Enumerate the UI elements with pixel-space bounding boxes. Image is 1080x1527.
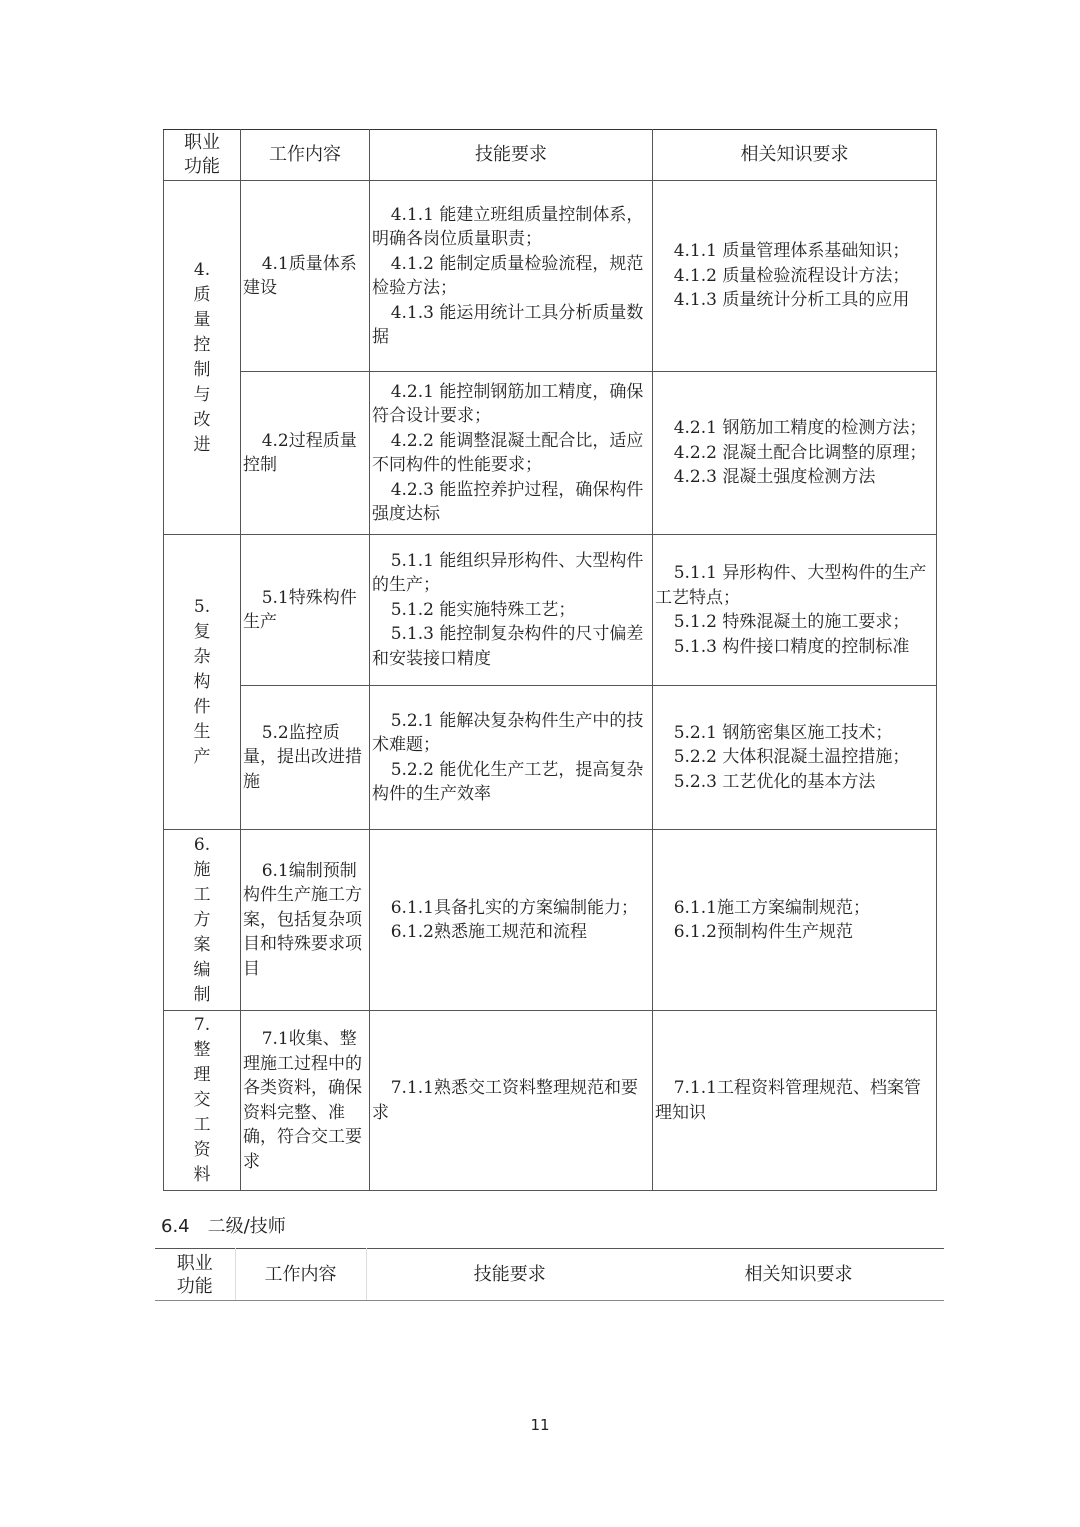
table-row	[164, 686, 937, 830]
section-heading: 6.4 二级/技师	[161, 1216, 286, 1237]
page-number: 11	[530, 1416, 550, 1434]
competency-table-level2	[155, 1248, 944, 1301]
table-row	[164, 181, 937, 372]
header-work: 工作内容	[235, 1249, 366, 1301]
knowledge-cell: 5.1.1 异形构件、大型构件的生产工艺特点； 5.1.2 特殊混凝土的施工要求； 5.1.3 构件接口精度的控制标准	[653, 535, 937, 686]
header-skill: 技能要求	[366, 1249, 653, 1301]
table-row	[164, 830, 937, 1011]
work-cell: 4.2过程质量控制	[241, 372, 370, 535]
skill-cell: 6.1.1具备扎实的方案编制能力； 6.1.2熟悉施工规范和流程	[370, 830, 653, 1011]
work-cell: 4.1质量体系建设	[241, 181, 370, 372]
table-row	[164, 372, 937, 535]
skill-cell: 5.2.1 能解决复杂构件生产中的技术难题； 5.2.2 能优化生产工艺，提高复杂构件的生产效率	[370, 686, 653, 830]
table-row	[164, 1011, 937, 1191]
knowledge-cell: 5.2.1 钢筋密集区施工技术； 5.2.2 大体积混凝土温控措施； 5.2.3 工艺优化的基本方法	[653, 686, 937, 830]
work-cell: 5.1特殊构件生产	[241, 535, 370, 686]
work-cell: 6.1编制预制构件生产施工方案，包括复杂项目和特殊要求项目	[241, 830, 370, 1011]
header-work: 工作内容	[241, 130, 370, 181]
header-knowledge: 相关知识要求	[653, 1249, 944, 1301]
skill-cell: 4.2.1 能控制钢筋加工精度，确保符合设计要求； 4.2.2 能调整混凝土配合比，适应不同构件的性能要求； 4.2.3 能监控养护过程，确保构件强度达标	[370, 372, 653, 535]
func-cell-7: 7. 整 理 交 工 资 料	[164, 1011, 241, 1191]
header-func: 职业 功能	[164, 130, 241, 181]
skill-cell: 7.1.1熟悉交工资料整理规范和要求	[370, 1011, 653, 1191]
competency-table-level3	[163, 129, 937, 1191]
header-func: 职业 功能	[155, 1249, 235, 1301]
skill-cell: 4.1.1 能建立班组质量控制体系，明确各岗位质量职责； 4.1.2 能制定质量检验流程，规范检验方法； 4.1.3 能运用统计工具分析质量数据	[370, 181, 653, 372]
table-row	[164, 535, 937, 686]
knowledge-cell: 6.1.1施工方案编制规范； 6.1.2预制构件生产规范	[653, 830, 937, 1011]
func-cell-5: 5. 复 杂 构 件 生 产	[164, 535, 241, 830]
func-cell-4: 4. 质 量 控 制 与 改 进	[164, 181, 241, 535]
header-skill: 技能要求	[370, 130, 653, 181]
table-header-row	[155, 1249, 944, 1301]
header-knowledge: 相关知识要求	[653, 130, 937, 181]
knowledge-cell: 4.2.1 钢筋加工精度的检测方法； 4.2.2 混凝土配合比调整的原理； 4.2.3 混凝土强度检测方法	[653, 372, 937, 535]
knowledge-cell: 7.1.1工程资料管理规范、档案管理知识	[653, 1011, 937, 1191]
work-cell: 7.1收集、整理施工过程中的各类资料，确保资料完整、准确，符合交工要求	[241, 1011, 370, 1191]
knowledge-cell: 4.1.1 质量管理体系基础知识； 4.1.2 质量检验流程设计方法； 4.1.3 质量统计分析工具的应用	[653, 181, 937, 372]
func-cell-6: 6. 施 工 方 案 编 制	[164, 830, 241, 1011]
skill-cell: 5.1.1 能组织异形构件、大型构件的生产； 5.1.2 能实施特殊工艺； 5.1.3 能控制复杂构件的尺寸偏差和安装接口精度	[370, 535, 653, 686]
table-header-row	[164, 130, 937, 181]
work-cell: 5.2监控质量，提出改进措施	[241, 686, 370, 830]
